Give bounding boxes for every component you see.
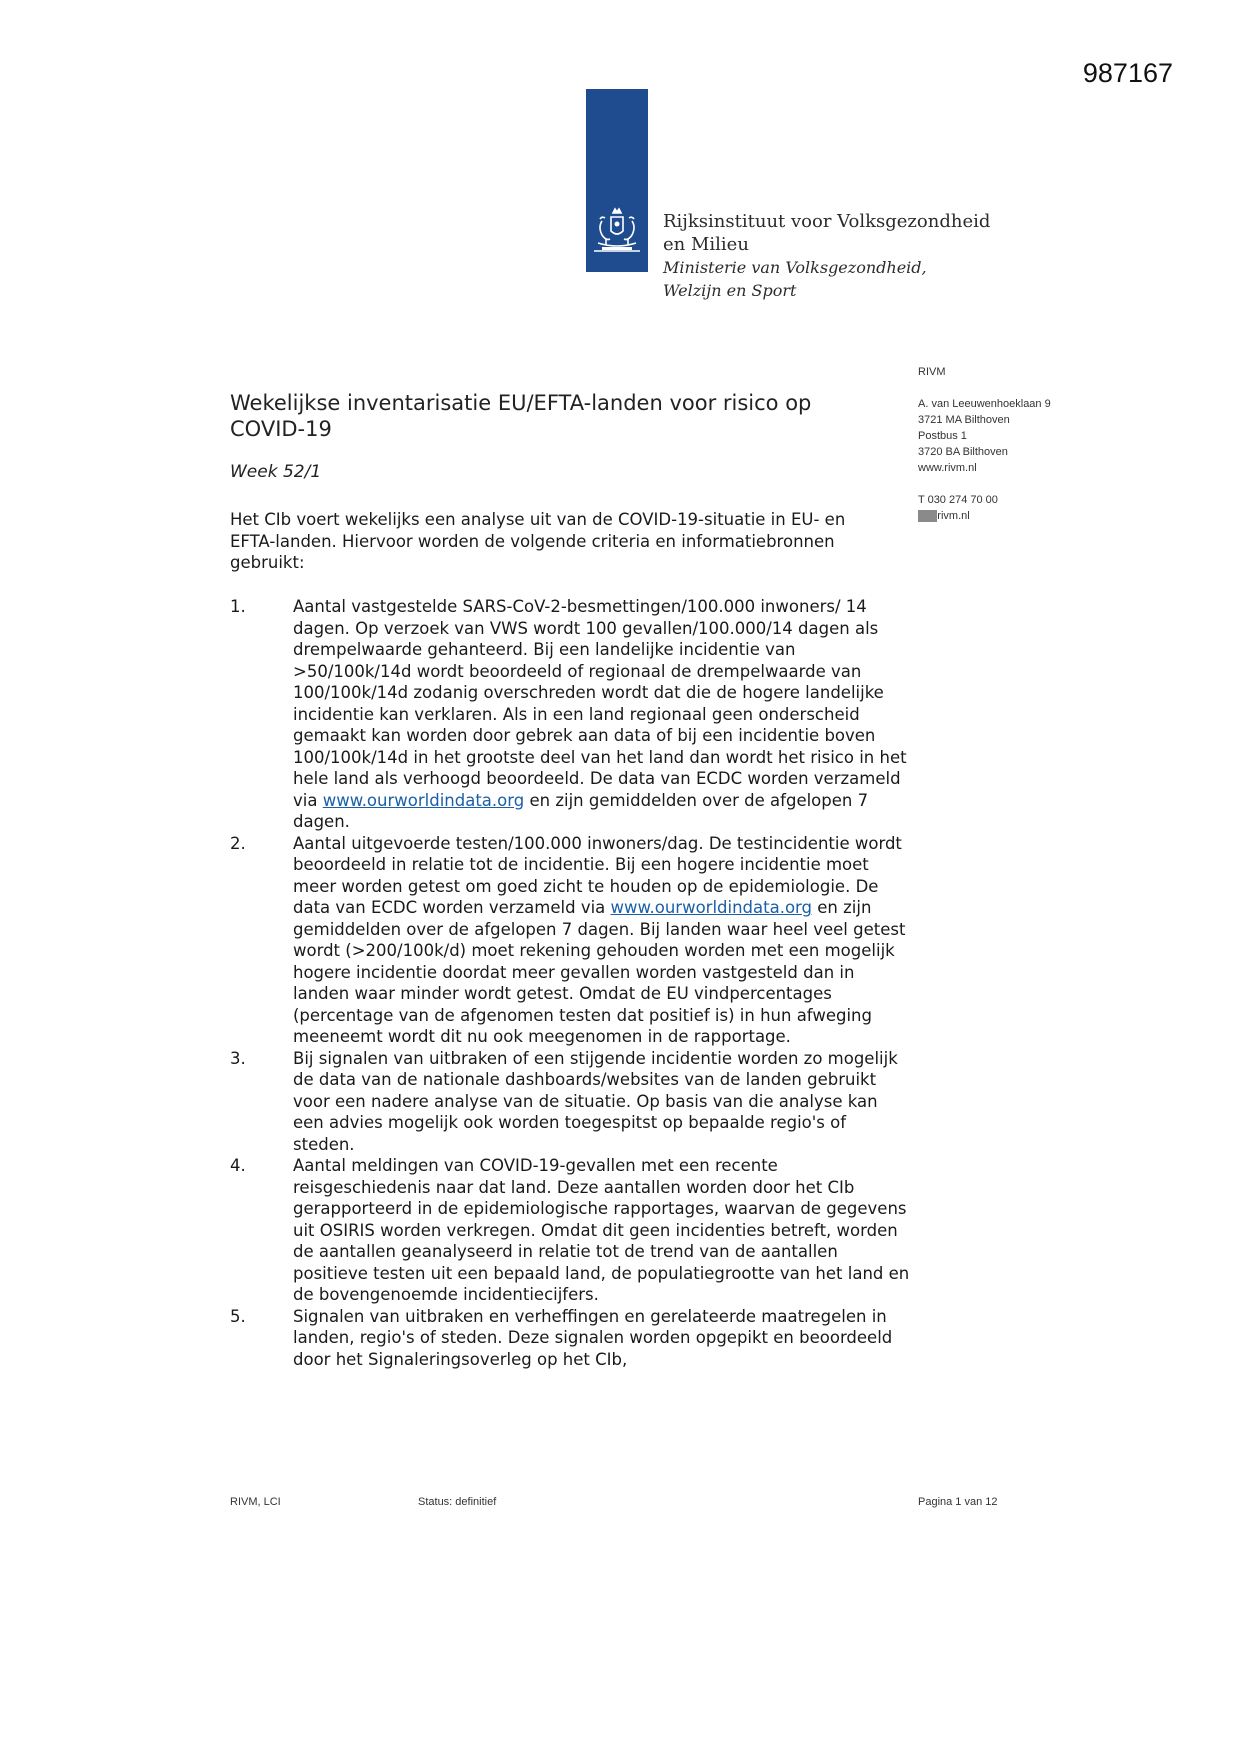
item-text: Aantal meldingen van COVID-19-gevallen met een recente reisgeschiedenis naar dat land. Deze aantallen worden door het CIb gerapporteerd in de epidemiologische rapportages, waarvan de gegevens uit OSIRIS worden verkregen. Omdat dit geen incidenties betreft, worden de aantallen geanalyseerd in relatie tot de trend van de aantallen positieve testen uit een bepaald land, de populatiegrootte van het land en de bovengenoemde incidentiecijfers.: [293, 1156, 910, 1304]
sidebar-address: [918, 396, 1118, 476]
list-item: [230, 1306, 910, 1371]
document-title: Wekelijkse inventarisatie EU/EFTA-landen voor risico op COVID-19: [230, 391, 812, 441]
item-text-part: Aantal uitgevoerde testen/100.000 inwoners/dag. De testincidentie wordt beoordeeld in relatie tot de incidentie. Bij een hogere incidentie moet meer worden getest om goed zicht te houden op de epidemiologie. De data van ECDC worden verzameld via: [293, 833, 902, 917]
email-domain: rivm.nl: [937, 510, 970, 522]
email-text: [918, 508, 1118, 524]
sender-info: [918, 364, 1118, 540]
sidebar-org: RIVM: [918, 366, 946, 378]
item-text-part: en zijn gemiddelden over de afgelopen 7 dagen. Bij landen waar heel veel getest wordt (>200/100k/d) moet rekening gehouden worden met een mogelijk hogere incidentie doordat meer gevallen worden vastgesteld dan in landen waar minder wordt getest. Omdat de EU vindpercentages (percentage van de afgenomen testen dat positief is) in hun afweging meeneemt wordt dit nu ook meegenomen in de rapportage.: [293, 898, 906, 1046]
ministry-line1: Ministerie van Volksgezondheid,: [663, 258, 927, 277]
address-line: Postbus 1: [918, 430, 967, 442]
item-text: [293, 833, 910, 1048]
footer-status: Status: definitief: [418, 1496, 497, 1508]
item-number: 1.: [230, 597, 246, 616]
item-number: 3.: [230, 1048, 246, 1068]
ourworldindata-link[interactable]: www.ourworldindata.org: [322, 790, 525, 810]
intro-paragraph: Het CIb voert wekelijks een analyse uit van de COVID-19-situatie in EU- en EFTA-landen. Hiervoor worden de volgende criteria en informatiebronnen gebruikt:: [230, 510, 846, 572]
item-text: [293, 596, 910, 833]
item-number: 4.: [230, 1156, 246, 1175]
item-text: Bij signalen van uitbraken of een stijgende incidentie worden zo mogelijk de data van de nationale dashboards/websites van de landen gebruikt voor een nadere analyse van de situatie. Op basis van die analyse kan een advies mogelijk ook worden toegespitst op bepaalde regio's of steden.: [293, 1048, 898, 1154]
address-line: 3721 MA Bilthoven: [918, 414, 1010, 426]
logo-bar: [586, 89, 648, 272]
item-number: 5.: [230, 1306, 246, 1326]
week-label: Week 52/1: [230, 462, 322, 482]
list-item: [230, 833, 910, 1048]
sidebar-contact: [918, 492, 1118, 524]
address-line: A. van Leeuwenhoeklaan 9: [918, 398, 1051, 410]
list-item: [230, 596, 910, 833]
website-text: www.rivm.nl: [918, 462, 977, 474]
page-footer: [230, 1496, 1030, 1512]
redacted-block: 1.2: [920, 510, 936, 522]
criteria-list: [230, 596, 910, 1370]
footer-org: RIVM, LCI: [230, 1496, 281, 1508]
document-number: 987167: [1082, 58, 1173, 88]
ministry-line2: Welzijn en Sport: [663, 281, 797, 300]
royal-coat-of-arms-icon: [586, 207, 648, 259]
item-text: Signalen van uitbraken en verheffingen en gerelateerde maatregelen in landen, regio's of steden. Deze signalen worden opgepikt en beoordeeld door het Signaleringsoverleg op het CIb,: [293, 1306, 893, 1369]
item-text-part: Aantal vastgestelde SARS-CoV-2-besmettingen/100.000 inwoners/ 14 dagen. Op verzoek van VWS wordt 100 gevallen/100.000/14 dagen als drempelwaarde gehanteerd. Bij een landelijke incidentie van >50/100k/14d wordt beoordeeld of regionaal de drempelwaarde van 100/100k/14d zodanig overschreden wordt dat die de hogere landelijke incidentie kan verklaren. Als in een land regionaal geen onderscheid gemaakt kan worden door gebrek aan data of bij een incidentie boven 100/100k/14d in het grootste deel van het land dan wordt het risico in het hele land als verhoogd beoordeeld. De data van ECDC worden verzameld via: [293, 597, 907, 810]
organization-name: [663, 210, 990, 302]
item-text-part: en zijn gemiddelden over de afgelopen 7 dagen.: [293, 790, 869, 831]
footer-page-number: Pagina 1 van 12: [918, 1496, 998, 1508]
org-name-line2: en Milieu: [663, 234, 749, 255]
address-line: 3720 BA Bilthoven: [918, 446, 1008, 458]
item-number: 2.: [230, 833, 246, 853]
list-item: [230, 1155, 910, 1306]
list-item: [230, 1048, 910, 1156]
ourworldindata-link[interactable]: www.ourworldindata.org: [610, 898, 813, 917]
org-name-line1: Rijksinstituut voor Volksgezondheid: [663, 211, 991, 232]
phone-text: T 030 274 70 00: [918, 494, 998, 506]
